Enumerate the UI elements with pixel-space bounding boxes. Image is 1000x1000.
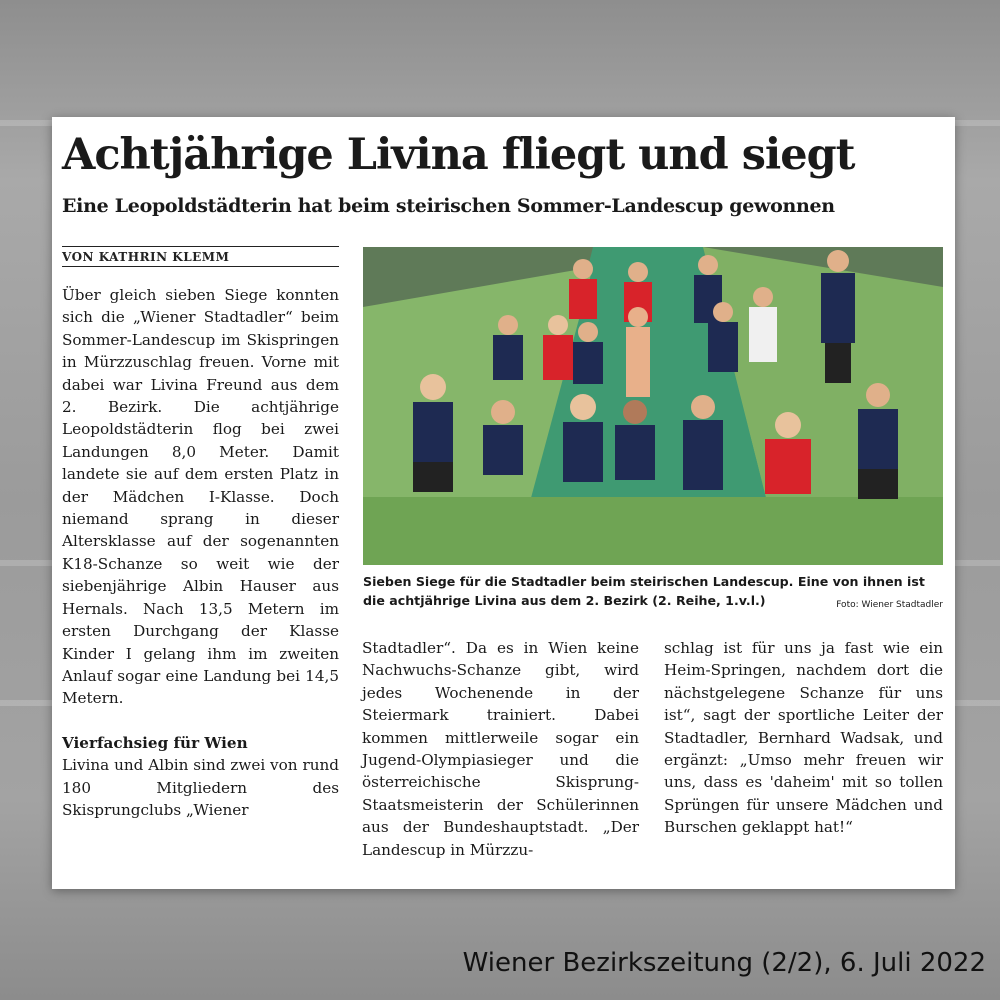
article-column-2 [362,637,639,861]
paragraph: Über gleich sieben Siege konnten sich die „Wiener Stadtadler“ beim Sommer-Landescup im Skispringen in Mürzzuschlag freuen. Vorne mit dabei war Livina Freund aus dem 2. Bezirk. Die achtjährige Leopoldstädterin flog bei zwei Landungen 8,0 Meter. Damit landete sie auf dem ersten Platz in der Mädchen I-Klasse. Doch niemand sprang in dieser Altersklasse auf der sogenannten K18-Schanze so weit wie der siebenjährige Albin Hauser aus Hernals. Nach 13,5 Metern im ersten Durchgang der Klasse Kinder I gelang ihm im zweiten Anlauf sogar eine Landung bei 14,5 Metern. [62,286,339,708]
article-column-3 [664,637,943,839]
source-label: Wiener Bezirkszeitung (2/2), 6. Juli 2022 [462,948,986,978]
article-subheading: Vierfachsieg für Wien [62,733,248,752]
article-column-1 [62,284,339,821]
photo-caption-text: Sieben Siege für die Stadtadler beim steirischen Landescup. Eine von ihnen ist die achtjährige Livina aus dem 2. Bezirk (2. Reihe, 1.v.l.) [363,574,925,608]
paragraph: schlag ist für uns ja fast wie ein Heim-Springen, nachdem dort die nächstgelegene Schanze für uns ist“, sagt der sportliche Leiter der Stadtadler, Bernhard Wadsak, und ergänzt: „Umso mehr freuen wir uns, dass es 'daheim' mit so tollen Sprüngen für unsere Mädchen und Burschen geklappt hat!“ [664,639,943,837]
photo-credit: Foto: Wiener Stadtadler [836,600,943,610]
paragraph: Livina und Albin sind zwei von rund 180 Mitgliedern des Skisprungclubs „Wiener [62,756,339,819]
newspaper-clipping [52,117,955,889]
team-photo [363,247,943,565]
article-headline: Achtjährige Livina fliegt und siegt [62,130,855,180]
article-subheadline: Eine Leopoldstädterin hat beim steirischen Sommer-Landescup gewonnen [62,195,835,217]
paragraph: Stadtadler“. Da es in Wien keine Nachwuchs-Schanze gibt, wird jedes Wochenende in der Steiermark trainiert. Dabei kommen mittlerweile sogar ein Jugend-Olympiasieger und die österreichische Skisprung-Staatsmeisterin der Schülerinnen aus der Bundeshauptstadt. „Der Landescup in Mürzzu- [362,639,639,859]
grass-foreground [363,497,943,565]
article-byline: VON KATHRIN KLEMM [62,246,339,267]
team-photo-illustration [363,247,943,565]
photo-caption [363,572,943,615]
